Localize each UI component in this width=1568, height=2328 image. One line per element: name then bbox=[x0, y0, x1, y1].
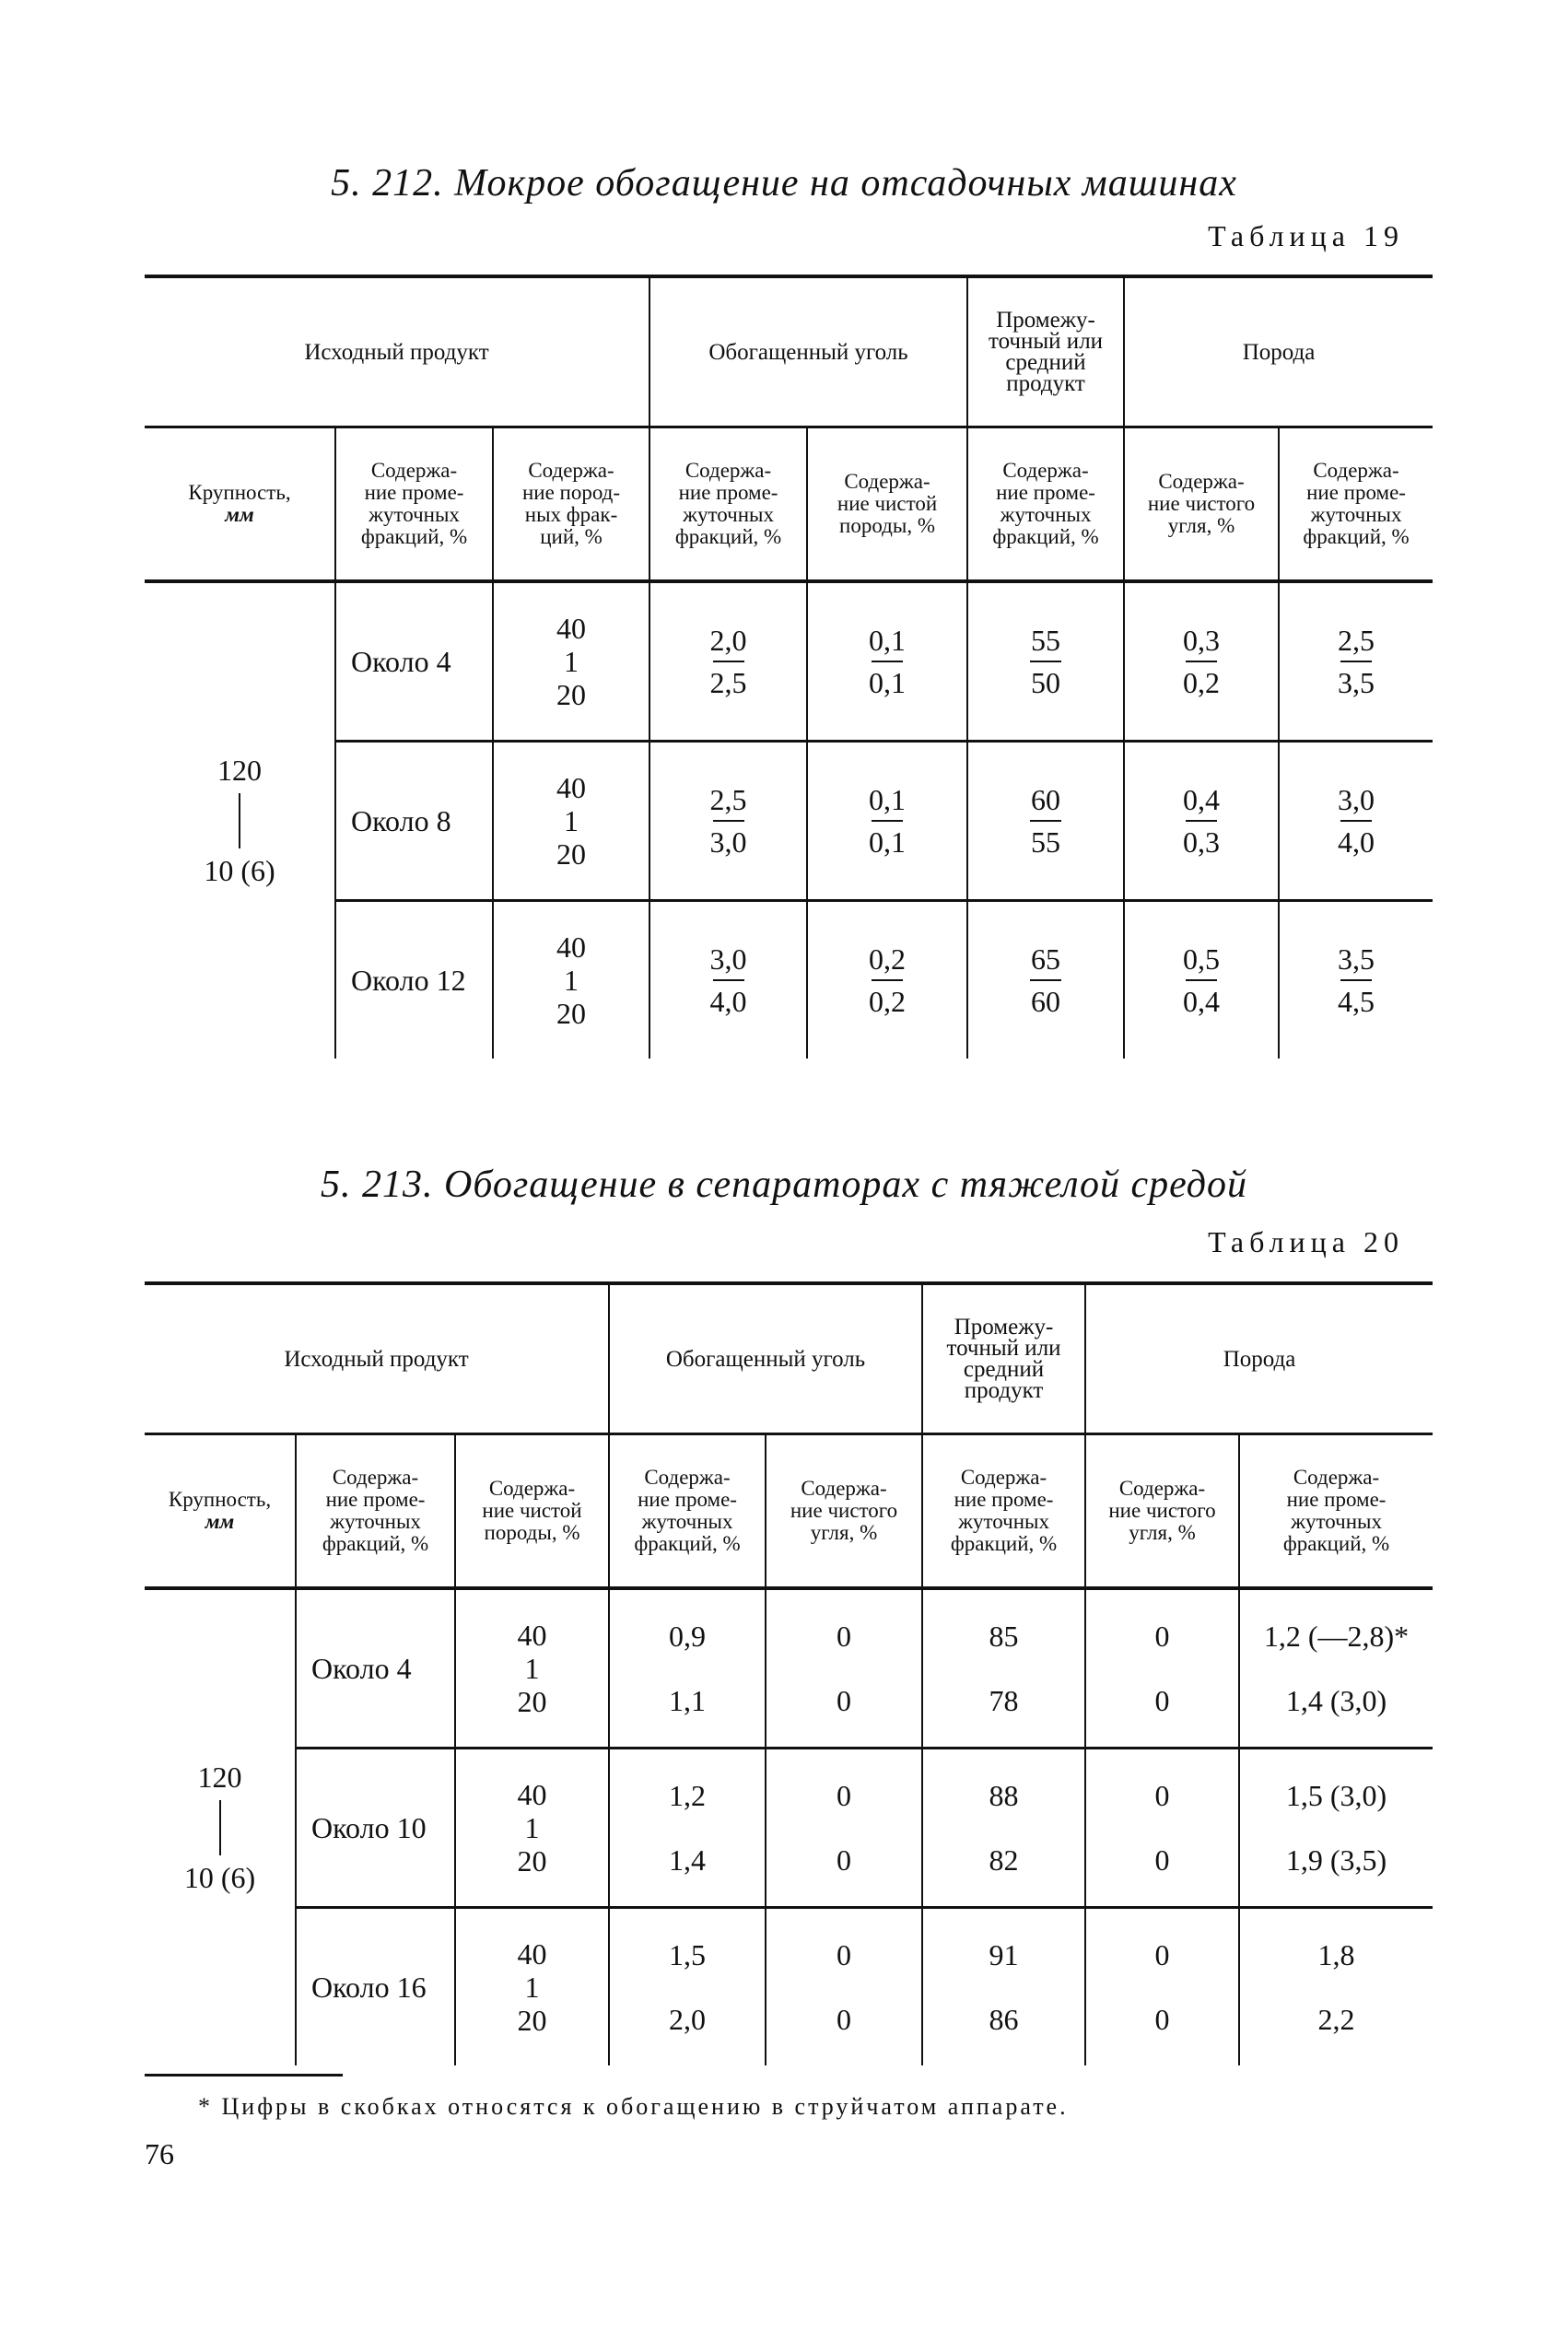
ratio-value: 1 bbox=[564, 645, 579, 678]
value-bottom: 4,0 bbox=[1338, 825, 1375, 859]
row-label: Около 16 bbox=[296, 1908, 455, 2066]
size-header-label: Крупность, bbox=[188, 481, 291, 504]
value-bottom: 0,1 bbox=[869, 825, 907, 859]
value-cell bbox=[649, 901, 807, 1059]
size-range-bar bbox=[219, 1800, 221, 1855]
dash-separator bbox=[872, 979, 903, 981]
ratio-value: 20 bbox=[556, 997, 586, 1030]
column-header-size bbox=[145, 1434, 296, 1589]
ratio-value: 40 bbox=[556, 771, 586, 804]
value-cell bbox=[922, 1749, 1085, 1908]
value-bottom: 1,4 bbox=[669, 1843, 707, 1877]
ratio-cell bbox=[493, 581, 649, 742]
value-cell bbox=[967, 742, 1124, 901]
ratio-stack bbox=[518, 1937, 547, 2037]
column-header: Содержа- ние проме- жуточных фракций, % bbox=[922, 1434, 1085, 1589]
footnote: * Цифры в скобках относятся к обогащению в струйчатом аппарате. bbox=[198, 2093, 1069, 2120]
value-pair bbox=[1155, 1620, 1170, 1717]
value-top: 0 bbox=[1154, 1779, 1170, 1812]
value-bottom: 0 bbox=[837, 1684, 852, 1717]
dash-separator bbox=[1340, 661, 1372, 662]
value-pair bbox=[1183, 783, 1220, 859]
value-top: 3,5 bbox=[1338, 942, 1375, 976]
value-top: 1,5 bbox=[669, 1938, 707, 1971]
value-cell bbox=[1124, 901, 1279, 1059]
dash-separator bbox=[1340, 979, 1372, 981]
value-bottom: 0 bbox=[837, 1843, 852, 1877]
value-top: 1,2 (—2,8)* bbox=[1263, 1620, 1410, 1653]
value-bottom: 1,9 (3,5) bbox=[1285, 1843, 1387, 1877]
value-cell bbox=[1279, 581, 1433, 742]
ratio-stack bbox=[556, 771, 586, 871]
size-header-label: Крупность, bbox=[168, 1488, 272, 1511]
group-header-row bbox=[145, 1283, 1433, 1434]
dash-separator bbox=[872, 820, 903, 822]
dash-separator bbox=[1030, 661, 1061, 662]
value-top: 0 bbox=[837, 1779, 852, 1812]
dash-separator bbox=[872, 661, 903, 662]
column-header: Содержа- ние чистого угля, % bbox=[1085, 1434, 1239, 1589]
size-range-bar bbox=[239, 793, 240, 848]
value-bottom: 1,4 (3,0) bbox=[1285, 1684, 1387, 1717]
row-label: Около 12 bbox=[335, 901, 493, 1059]
value-bottom: 86 bbox=[989, 2003, 1019, 2036]
value-top: 1,5 (3,0) bbox=[1285, 1779, 1387, 1812]
column-header: Содержа- ние чистой породы, % bbox=[807, 427, 967, 582]
value-pair bbox=[989, 1938, 1019, 2036]
ratio-value: 40 bbox=[517, 1937, 547, 1971]
ratio-value: 1 bbox=[524, 1652, 540, 1685]
value-pair bbox=[710, 783, 747, 859]
table-row bbox=[145, 901, 1433, 1059]
value-bottom: 82 bbox=[989, 1843, 1019, 1877]
dash-separator bbox=[713, 979, 744, 981]
size-range-top: 120 bbox=[197, 1761, 242, 1794]
column-header-row bbox=[145, 427, 1433, 582]
value-cell bbox=[1124, 581, 1279, 742]
table-row bbox=[145, 1588, 1433, 1749]
value-bottom: 3,5 bbox=[1338, 666, 1375, 699]
group-header: Порода bbox=[1085, 1283, 1433, 1434]
value-bottom: 0 bbox=[1154, 1843, 1170, 1877]
ratio-value: 1 bbox=[524, 1811, 540, 1844]
value-pair bbox=[1264, 1620, 1409, 1717]
ratio-value: 40 bbox=[556, 930, 586, 964]
column-header: Содержа- ние проме- жуточных фракций, % bbox=[296, 1434, 455, 1589]
column-header-size bbox=[145, 427, 335, 582]
value-bottom: 0 bbox=[837, 2003, 852, 2036]
value-bottom: 0,3 bbox=[1183, 825, 1221, 859]
value-pair bbox=[837, 1620, 851, 1717]
value-top: 0,4 bbox=[1183, 783, 1221, 816]
dash-separator bbox=[1340, 820, 1372, 822]
section-title-5-212: 5. 212. Мокрое обогащение на отсадочных машинах bbox=[331, 162, 1237, 205]
ratio-cell bbox=[455, 1749, 609, 1908]
group-header-row bbox=[145, 276, 1433, 427]
value-top: 0,1 bbox=[869, 624, 907, 657]
value-top: 0 bbox=[1154, 1620, 1170, 1653]
value-cell bbox=[609, 1588, 766, 1749]
value-bottom: 2,5 bbox=[709, 666, 747, 699]
ratio-value: 20 bbox=[517, 2004, 547, 2037]
value-pair bbox=[1030, 942, 1061, 1018]
column-header: Содержа- ние чистого угля, % bbox=[1124, 427, 1279, 582]
group-header: Обогащенный уголь bbox=[609, 1283, 922, 1434]
value-top: 3,0 bbox=[709, 942, 747, 976]
value-pair bbox=[1030, 624, 1061, 699]
ratio-value: 20 bbox=[556, 837, 586, 871]
table-label-19: Таблица 19 bbox=[1208, 219, 1404, 252]
value-top: 2,5 bbox=[709, 783, 747, 816]
column-header: Содержа- ние пород- ных фрак- ций, % bbox=[493, 427, 649, 582]
value-pair bbox=[1286, 1779, 1387, 1877]
value-cell bbox=[766, 1908, 922, 2066]
value-top: 0,2 bbox=[869, 942, 907, 976]
ratio-value: 40 bbox=[556, 612, 586, 645]
value-pair bbox=[869, 624, 906, 699]
ratio-value: 20 bbox=[517, 1844, 547, 1878]
value-top: 65 bbox=[1031, 942, 1061, 976]
column-header: Содержа- ние проме- жуточных фракций, % bbox=[967, 427, 1124, 582]
column-header: Содержа- ние проме- жуточных фракций, % bbox=[335, 427, 493, 582]
value-bottom: 0,2 bbox=[1183, 666, 1221, 699]
value-top: 1,8 bbox=[1317, 1938, 1355, 1971]
value-bottom: 2,0 bbox=[669, 2003, 707, 2036]
value-cell bbox=[609, 1908, 766, 2066]
value-bottom: 4,5 bbox=[1338, 985, 1375, 1018]
page-number: 76 bbox=[145, 2137, 174, 2170]
value-pair bbox=[837, 1938, 851, 2036]
value-top: 2,0 bbox=[709, 624, 747, 657]
value-pair bbox=[869, 783, 906, 859]
value-bottom: 1,1 bbox=[669, 1684, 707, 1717]
value-top: 2,5 bbox=[1338, 624, 1375, 657]
group-header: Порода bbox=[1124, 276, 1433, 427]
column-header: Содержа- ние проме- жуточных фракций, % bbox=[649, 427, 807, 582]
dash-separator bbox=[1030, 979, 1061, 981]
size-range-bottom: 10 (6) bbox=[204, 854, 275, 887]
table-row bbox=[145, 1749, 1433, 1908]
value-pair bbox=[1183, 942, 1220, 1018]
value-cell bbox=[1279, 742, 1433, 901]
value-cell bbox=[922, 1588, 1085, 1749]
value-cell bbox=[1124, 742, 1279, 901]
table-20 bbox=[145, 1281, 1433, 2065]
dash-separator bbox=[713, 820, 744, 822]
value-top: 1,2 bbox=[669, 1779, 707, 1812]
column-header: Содержа- ние проме- жуточных фракций, % bbox=[1279, 427, 1433, 582]
column-header: Содержа- ние проме- жуточных фракций, % bbox=[1239, 1434, 1433, 1589]
value-top: 60 bbox=[1031, 783, 1061, 816]
value-pair bbox=[1030, 783, 1061, 859]
value-top: 0 bbox=[837, 1938, 852, 1971]
value-pair bbox=[1338, 783, 1375, 859]
column-header: Содержа- ние проме- жуточных фракций, % bbox=[609, 1434, 766, 1589]
size-range-cell bbox=[145, 581, 335, 1059]
ratio-value: 1 bbox=[564, 964, 579, 997]
value-cell bbox=[766, 1749, 922, 1908]
value-pair bbox=[869, 942, 906, 1018]
dash-separator bbox=[1030, 820, 1061, 822]
value-top: 55 bbox=[1031, 624, 1061, 657]
value-pair bbox=[669, 1938, 706, 2036]
value-bottom: 2,2 bbox=[1317, 2003, 1355, 2036]
row-label: Около 4 bbox=[335, 581, 493, 742]
value-pair bbox=[989, 1620, 1019, 1717]
size-header-unit: мм bbox=[205, 1510, 235, 1533]
group-header: Исходный продукт bbox=[145, 1283, 609, 1434]
value-top: 88 bbox=[989, 1779, 1019, 1812]
value-bottom: 0 bbox=[1154, 1684, 1170, 1717]
dash-separator bbox=[1186, 820, 1217, 822]
value-cell bbox=[766, 1588, 922, 1749]
column-header: Содержа- ние чистого угля, % bbox=[766, 1434, 922, 1589]
group-header: Промежу- точный или средний продукт bbox=[922, 1283, 1085, 1434]
ratio-value: 1 bbox=[564, 804, 579, 837]
value-bottom: 0 bbox=[1154, 2003, 1170, 2036]
value-pair bbox=[1338, 942, 1375, 1018]
table-row bbox=[145, 742, 1433, 901]
size-header-unit: мм bbox=[225, 503, 254, 526]
value-pair bbox=[710, 624, 747, 699]
value-cell bbox=[649, 581, 807, 742]
ratio-stack bbox=[556, 930, 586, 1030]
value-top: 0 bbox=[837, 1620, 852, 1653]
row-label: Около 10 bbox=[296, 1749, 455, 1908]
value-bottom: 55 bbox=[1031, 825, 1061, 859]
table-row bbox=[145, 1908, 1433, 2066]
group-header: Обогащенный уголь bbox=[649, 276, 967, 427]
ratio-cell bbox=[455, 1908, 609, 2066]
dash-separator bbox=[1186, 979, 1217, 981]
value-pair bbox=[1318, 1938, 1355, 2036]
value-pair bbox=[669, 1779, 706, 1877]
value-cell bbox=[807, 742, 967, 901]
value-top: 0,3 bbox=[1183, 624, 1221, 657]
ratio-value: 40 bbox=[517, 1778, 547, 1811]
ratio-cell bbox=[493, 901, 649, 1059]
value-cell bbox=[1085, 1749, 1239, 1908]
dash-separator bbox=[1186, 661, 1217, 662]
value-top: 0 bbox=[1154, 1938, 1170, 1971]
value-cell bbox=[807, 901, 967, 1059]
value-top: 3,0 bbox=[1338, 783, 1375, 816]
value-top: 0,5 bbox=[1183, 942, 1221, 976]
value-cell bbox=[1239, 1588, 1433, 1749]
value-pair bbox=[669, 1620, 706, 1717]
group-header: Исходный продукт bbox=[145, 276, 649, 427]
ratio-stack bbox=[518, 1778, 547, 1878]
ratio-stack bbox=[556, 612, 586, 711]
value-pair bbox=[1338, 624, 1375, 699]
dash-separator bbox=[713, 661, 744, 662]
value-cell bbox=[967, 901, 1124, 1059]
value-bottom: 50 bbox=[1031, 666, 1061, 699]
value-pair bbox=[1155, 1779, 1170, 1877]
group-header: Промежу- точный или средний продукт bbox=[967, 276, 1124, 427]
value-cell bbox=[1239, 1749, 1433, 1908]
value-top: 91 bbox=[989, 1938, 1019, 1971]
value-cell bbox=[922, 1908, 1085, 2066]
ratio-value: 1 bbox=[524, 1971, 540, 2004]
value-pair bbox=[1155, 1938, 1170, 2036]
value-cell bbox=[807, 581, 967, 742]
row-label: Около 8 bbox=[335, 742, 493, 901]
section-title-5-213: 5. 213. Обогащение в сепараторах с тяжелой средой bbox=[320, 1164, 1248, 1206]
value-bottom: 4,0 bbox=[709, 985, 747, 1018]
value-cell bbox=[1085, 1588, 1239, 1749]
value-pair bbox=[837, 1779, 851, 1877]
table-19 bbox=[145, 275, 1433, 1059]
value-pair bbox=[1183, 624, 1220, 699]
ratio-value: 20 bbox=[556, 678, 586, 711]
table-label-20: Таблица 20 bbox=[1208, 1225, 1404, 1258]
value-cell bbox=[609, 1749, 766, 1908]
value-pair bbox=[710, 942, 747, 1018]
value-bottom: 0,1 bbox=[869, 666, 907, 699]
column-header: Содержа- ние чистой породы, % bbox=[455, 1434, 609, 1589]
value-bottom: 0,4 bbox=[1183, 985, 1221, 1018]
value-bottom: 60 bbox=[1031, 985, 1061, 1018]
value-cell bbox=[649, 742, 807, 901]
value-cell bbox=[1279, 901, 1433, 1059]
ratio-cell bbox=[493, 742, 649, 901]
value-pair bbox=[989, 1779, 1019, 1877]
value-bottom: 3,0 bbox=[709, 825, 747, 859]
row-label: Около 4 bbox=[296, 1588, 455, 1749]
size-range-bottom: 10 (6) bbox=[183, 1861, 256, 1894]
ratio-value: 40 bbox=[517, 1619, 547, 1652]
footnote-divider bbox=[145, 2074, 343, 2076]
ratio-value: 20 bbox=[517, 1685, 547, 1718]
value-top: 85 bbox=[989, 1620, 1019, 1653]
size-range-cell bbox=[145, 1588, 296, 2065]
table-row bbox=[145, 581, 1433, 742]
value-top: 0,9 bbox=[669, 1620, 707, 1653]
ratio-stack bbox=[518, 1619, 547, 1718]
ratio-cell bbox=[455, 1588, 609, 1749]
value-bottom: 0,2 bbox=[869, 985, 907, 1018]
column-header-row bbox=[145, 1434, 1433, 1589]
value-cell bbox=[1085, 1908, 1239, 2066]
value-bottom: 78 bbox=[989, 1684, 1019, 1717]
value-cell bbox=[967, 581, 1124, 742]
size-range-top: 120 bbox=[217, 754, 262, 787]
value-cell bbox=[1239, 1908, 1433, 2066]
value-top: 0,1 bbox=[869, 783, 907, 816]
